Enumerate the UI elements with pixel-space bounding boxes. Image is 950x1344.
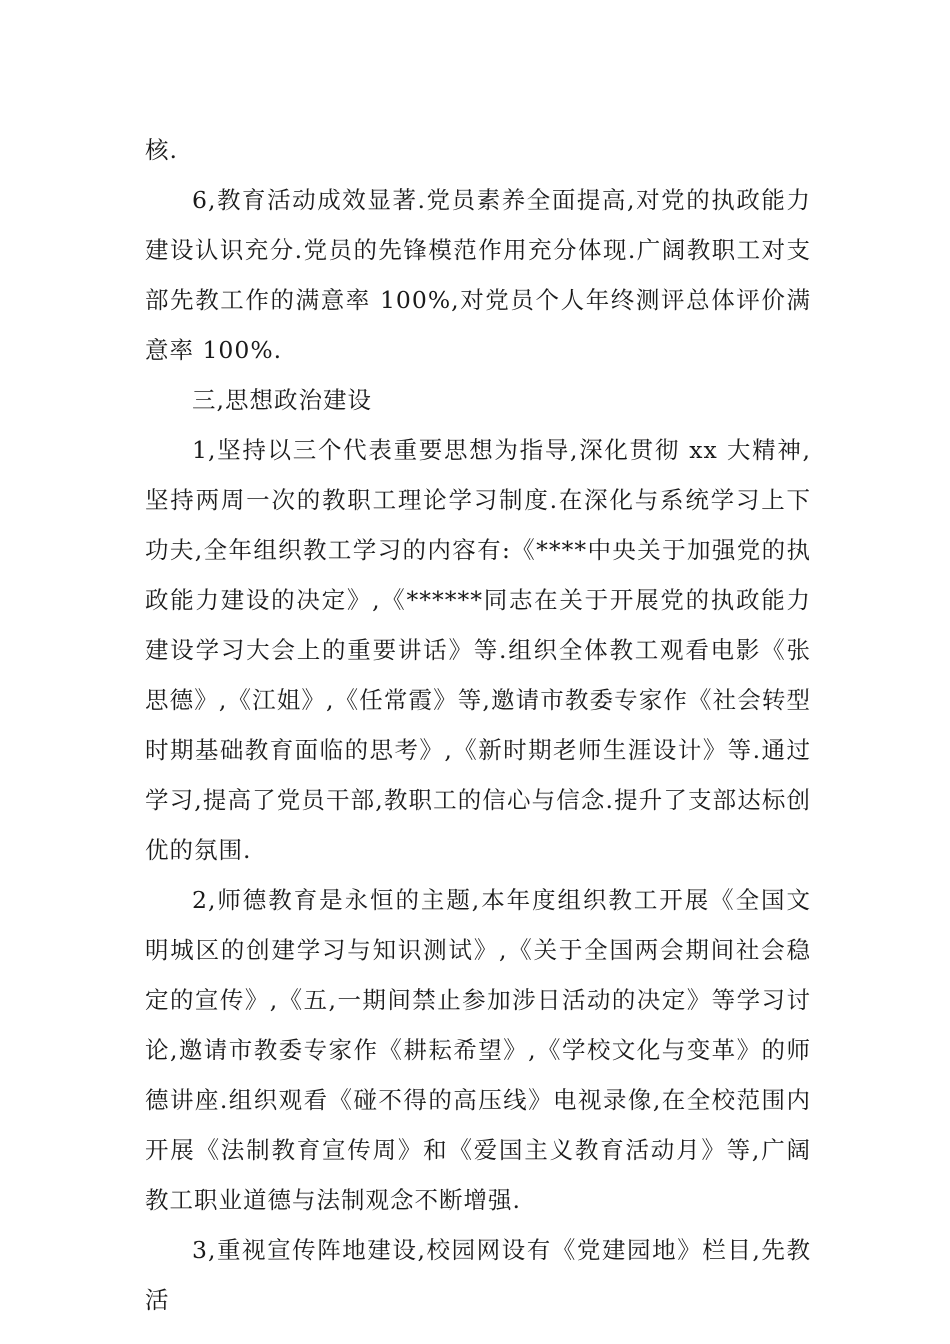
section-heading: 三,思想政治建设	[192, 386, 372, 414]
paragraph-item-6: 6,教育活动成效显著.党员素养全面提高,对党的执政能力建设认识充分.党员的先锋模范作用充分体现.广阔教职工对支部先教工作的满意率 100%,对党员个人年终测评总体评价满意率 100%.	[145, 186, 811, 364]
document-body	[145, 125, 811, 1325]
paragraph-item-1: 1,坚持以三个代表重要思想为指导,深化贯彻 xx 大精神,坚持两周一次的教职工理论学习制度.在深化与系统学习上下功夫,全年组织教工学习的内容有:《****中央关于加强党的执政能力建设的决定》,《******同志在关于开展党的执政能力建设学习大会上的重要讲话》等.组织全体教工观看电影《张思德》,《江姐》,《任常霞》等,邀请市教委专家作《社会转型时期基础教育面临的思考》,《新时期老师生涯设计》等.通过学习,提高了党员干部,教职工的信心与信念.提升了支部达标创优的氛围.	[145, 436, 811, 864]
paragraph-item-3: 3,重视宣传阵地建设,校园网设有《党建园地》栏目,先教活	[145, 1236, 811, 1314]
paragraph-continuation: 核.	[145, 136, 178, 164]
paragraph-item-2: 2,师德教育是永恒的主题,本年度组织教工开展《全国文明城区的创建学习与知识测试》,《关于全国两会期间社会稳定的宣传》,《五,一期间禁止参加涉日活动的决定》等学习讨论,邀请市教委专家作《耕耘希望》,《学校文化与变革》的师德讲座.组织观看《碰不得的高压线》电视录像,在全校范围内开展《法制教育宣传周》和《爱国主义教育活动月》等,广阔教工职业道德与法制观念不断增强.	[145, 886, 811, 1214]
